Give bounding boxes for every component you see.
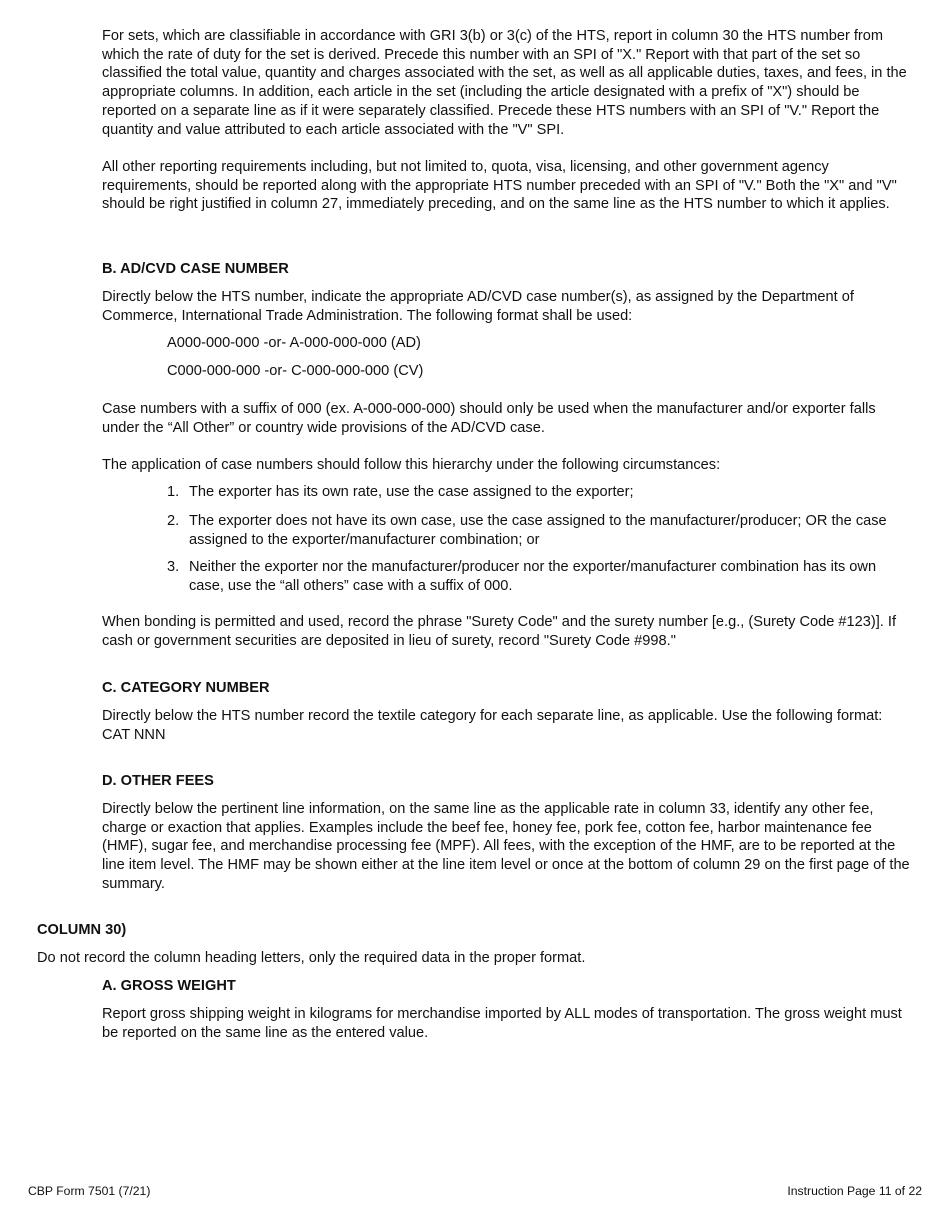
footer-form-number: CBP Form 7501 (7/21) [28, 1184, 151, 1198]
list-item-text: The exporter has its own rate, use the case assigned to the exporter; [189, 484, 634, 500]
section-b-paragraph-3: The application of case numbers should follow this hierarchy under the following circumstances: [102, 457, 721, 473]
surety-paragraph: When bonding is permitted and used, record the phrase "Surety Code" and the surety number [e.g., (Surety Code #123)]. If cash or government securities are deposited in lieu of surety, record "Surety Code #998." [102, 614, 897, 649]
column-30-heading: COLUMN 30) [37, 922, 127, 938]
gross-weight-heading: A. GROSS WEIGHT [102, 978, 236, 994]
section-b-heading: B. AD/CVD CASE NUMBER [102, 261, 289, 277]
section-c-paragraph: Directly below the HTS number record the textile category for each separate line, as applicable. Use the following format: CAT NNN [102, 708, 883, 743]
list-item [167, 483, 907, 502]
list-item-number: 2. [167, 513, 180, 529]
format-ad: A000-000-000 -or- A-000-000-000 (AD) [167, 335, 421, 351]
list-item-number: 3. [167, 559, 180, 575]
footer-page-number: Instruction Page 11 of 22 [787, 1184, 922, 1198]
section-b-paragraph-1: Directly below the HTS number, indicate the appropriate AD/CVD case number(s), as assigned by the Department of Commerce, International Trade Administration. The following format shall be used: [102, 289, 854, 324]
gross-weight-paragraph: Report gross shipping weight in kilograms for merchandise imported by ALL modes of transportation. The gross weight must be reported on the same line as the entered value. [102, 1006, 902, 1041]
list-item-text: Neither the exporter nor the manufacturer/producer nor the exporter/manufacturer combination has its own case, use the “all others” case with a suffix of 000. [189, 559, 877, 594]
list-item [167, 558, 907, 595]
section-d-paragraph: Directly below the pertinent line information, on the same line as the applicable rate in column 33, identify any other fee, charge or exaction that applies. Examples include the beef fee, honey fee, pork fee, cotton fee, harbor maintenance fee (HMF), sugar fee, and merchandise processing fee (MPF). All fees, with the exception of the HMF, are to be reported at the line item level. The HMF may be shown either at the line item level or once at the bottom of column 29 on the first page of the summary. [102, 801, 910, 892]
sets-paragraph: For sets, which are classifiable in accordance with GRI 3(b) or 3(c) of the HTS, report in column 30 the HTS number from which the rate of duty for the set is derived. Precede this number with an SPI of "X." Report with that part of the set so classified the total value, quantity and charges associated with the set, as well as all applicable duties, taxes, and fees, in the appropriate columns. In addition, each article in the set (including the article designated with a prefix of "X") should be reported on a separate line as if it were separately classified. Precede these HTS numbers with an SPI of "V." Report the quantity and value attributed to each article associated with the "V" SPI. [102, 28, 907, 138]
list-item-number: 1. [167, 484, 180, 500]
section-b-paragraph-2: Case numbers with a suffix of 000 (ex. A-000-000-000) should only be used when the manufacturer and/or exporter falls under the “All Other” or country wide provisions of the AD/CVD case. [102, 401, 876, 436]
column-30-note: Do not record the column heading letters, only the required data in the proper format. [37, 950, 586, 966]
section-c-heading: C. CATEGORY NUMBER [102, 680, 270, 696]
format-cv: C000-000-000 -or- C-000-000-000 (CV) [167, 363, 424, 379]
list-item-text: The exporter does not have its own case, use the case assigned to the manufacturer/producer; OR the case assigned to the exporter/manufacturer combination; or [189, 513, 887, 548]
section-d-heading: D. OTHER FEES [102, 773, 214, 789]
other-requirements-paragraph: All other reporting requirements including, but not limited to, quota, visa, licensing, and other government agency requirements, should be reported along with the appropriate HTS number preceded with an SPI of "V." Both the "X" and "V" should be right justified in column 27, immediately preceding, and on the same line as the HTS number to which it applies. [102, 159, 897, 213]
list-item [167, 512, 907, 549]
